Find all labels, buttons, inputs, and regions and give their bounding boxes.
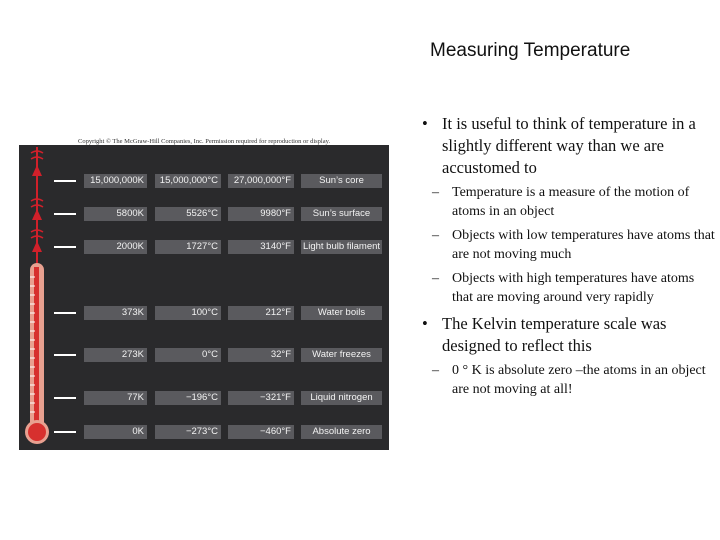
table-row: [19, 391, 389, 405]
sub-bullet-text: Objects with high temperatures have atoms that are moving around very rapidly: [452, 271, 695, 305]
dash-marker: –: [432, 363, 439, 378]
table-row: [19, 425, 389, 439]
slide-title: Measuring Temperature: [430, 40, 631, 61]
kelvin-cell: 5800K: [84, 207, 147, 221]
scale-tick: [54, 180, 76, 182]
sub-bullet-item: [420, 269, 715, 307]
table-row: [19, 207, 389, 221]
kelvin-cell: 77K: [84, 391, 147, 405]
sub-bullet-list: [420, 183, 715, 307]
label-cell: Sun’s core: [301, 174, 382, 188]
table-row: [19, 348, 389, 362]
label-cell: Sun’s surface: [301, 207, 382, 221]
fahrenheit-cell: 3140°F: [228, 240, 294, 254]
dash-marker: –: [432, 185, 439, 200]
bullet-marker: •: [422, 114, 428, 133]
table-row: [19, 240, 389, 254]
scale-tick: [54, 431, 76, 433]
label-cell: Absolute zero: [301, 425, 382, 439]
celsius-cell: 100°C: [155, 306, 221, 320]
sub-bullet-item: [420, 226, 715, 264]
dash-marker: –: [432, 228, 439, 243]
sub-bullet-text: Objects with low temperatures have atoms that are not moving much: [452, 228, 715, 262]
bullet-marker: •: [422, 314, 428, 333]
sub-bullet-item: [420, 361, 715, 399]
temperature-scale-figure: [19, 145, 389, 450]
kelvin-cell: 2000K: [84, 240, 147, 254]
celsius-cell: 15,000,000°C: [155, 174, 221, 188]
label-cell: Liquid nitrogen: [301, 391, 382, 405]
sub-bullet-text: Temperature is a measure of the motion of atoms in an object: [452, 185, 690, 219]
fahrenheit-cell: 32°F: [228, 348, 294, 362]
bullet-text: It is useful to think of temperature in a slightly different way than we are accustomed to: [442, 114, 696, 177]
fahrenheit-cell: −321°F: [228, 391, 294, 405]
celsius-cell: 0°C: [155, 348, 221, 362]
scale-tick: [54, 354, 76, 356]
fahrenheit-cell: −460°F: [228, 425, 294, 439]
label-cell: Water freezes: [301, 348, 382, 362]
celsius-cell: −196°C: [155, 391, 221, 405]
celsius-cell: 5526°C: [155, 207, 221, 221]
bullet-list: [420, 113, 715, 405]
bullet-item: [420, 113, 715, 179]
celsius-cell: 1727°C: [155, 240, 221, 254]
kelvin-cell: 373K: [84, 306, 147, 320]
scale-tick: [54, 213, 76, 215]
label-cell: Water boils: [301, 306, 382, 320]
copyright-notice: Copyright © The McGraw-Hill Companies, Inc. Permission required for reproduction or display.: [78, 138, 331, 145]
sub-bullet-text: 0 ° K is absolute zero –the atoms in an object are not moving at all!: [452, 363, 706, 397]
sub-bullet-list: [420, 361, 715, 399]
bullet-text: The Kelvin temperature scale was designed to reflect this: [442, 314, 667, 355]
sub-bullet-item: [420, 183, 715, 221]
fahrenheit-cell: 9980°F: [228, 207, 294, 221]
kelvin-cell: 0K: [84, 425, 147, 439]
bullet-item: [420, 313, 715, 357]
celsius-cell: −273°C: [155, 425, 221, 439]
kelvin-cell: 15,000,000K: [84, 174, 147, 188]
fahrenheit-cell: 212°F: [228, 306, 294, 320]
label-cell: Light bulb filament: [302, 241, 381, 252]
scale-tick: [54, 312, 76, 314]
kelvin-cell: 273K: [84, 348, 147, 362]
table-row: [19, 306, 389, 320]
fahrenheit-cell: 27,000,000°F: [228, 174, 294, 188]
table-row: [19, 174, 389, 188]
scale-tick: [54, 246, 76, 248]
dash-marker: –: [432, 271, 439, 286]
scale-tick: [54, 397, 76, 399]
